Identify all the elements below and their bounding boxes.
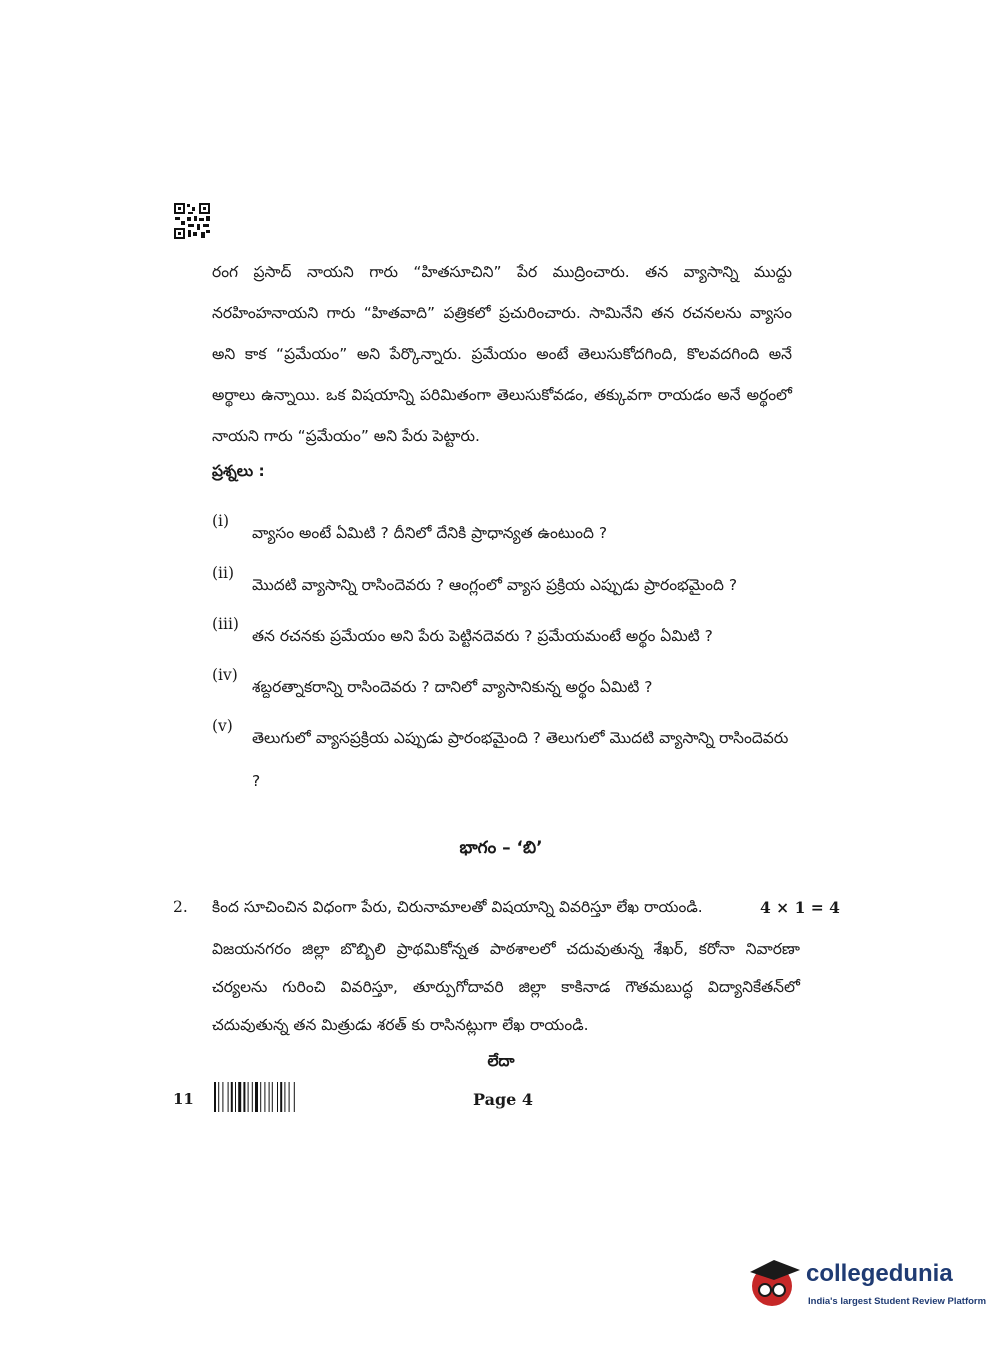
or-label: లేదా [487,1052,515,1070]
question-2-text: కింద సూచించిన విధంగా పేరు, చిరునామాలతో విషయాన్ని వివరిస్తూ లేఖ రాయండి. [212,898,703,916]
question-text: తెలుగులో వ్యాసప్రక్రియ ఎప్పుడు ప్రారంభమైంది ? తెలుగులో మొదటి వ్యాసాన్ని రాసిందెవరు ? [252,729,789,790]
barcode-bar [277,1082,278,1112]
question-number: (v) [212,717,233,735]
barcode-bar [238,1082,241,1112]
barcode-bar [231,1082,233,1112]
barcode-bar [260,1082,261,1112]
question-number: (iii) [212,615,239,633]
questions-heading: ప్రశ్నలు : [212,462,265,480]
section-title: భాగం – ‘బి’ [459,838,543,858]
barcode-bar [255,1082,258,1112]
barcode-bar [218,1082,219,1112]
question-number: (i) [212,512,230,530]
question-2-number: 2. [173,898,188,916]
barcode-icon [214,1082,326,1112]
barcode-bar [272,1082,273,1112]
barcode-bar [280,1082,282,1112]
barcode-bar [264,1082,265,1112]
question-2-body: విజయనగరం జిల్లా బొబ్బిలి ప్రాథమికోన్నత పాఠశాలలో చదువుతున్న శేఖర్, కరోనా నివారణా చర్యలను గురించి వివరిస్తూ, తూర్పుగోదావరి జిల్లా కాకినాడ గౌతమబుద్ధ విద్యానికేతన్‌లో చదువుతున్న తన మిత్రుడు శరత్ కు రాసినట్లుగా లేఖ రాయండి. [212,940,800,1034]
paper-code: 11 [173,1090,194,1108]
passage-text: రంగ ప్రసాద్ నాయని గారు “హితసూచిని” పేర ముద్రించారు. తన వ్యాసాన్ని ముద్దు నరహింహనాయని గారు “హితవాది” పత్రికలో ప్రచురించారు. సామినేని తన రచనలను వ్యాసం అని కాక “ప్రమేయం” అని పేర్కొన్నారు. ప్రమేయం అంటే తెలుసుకోదగింది, కొలవదగింది అనే అర్థాలు ఉన్నాయి. ఒక విషయాన్ని పరిమితంగా తెలుసుకోవడం, తక్కువగా రాయడం అనే అర్థంలో నాయని గారు “ప్రమేయం” అని పేరు పెట్టారు. [212,263,792,445]
barcode-bar [228,1082,229,1112]
barcode-bar [252,1082,253,1112]
brand-name: collegedunia [806,1260,953,1287]
question-number: (ii) [212,564,235,582]
barcode-bar [294,1082,295,1112]
barcode-bar [243,1082,245,1112]
barcode-bar [214,1082,216,1112]
question-text: మొదటి వ్యాసాన్ని రాసిందెవరు ? ఆంగ్లంలో వ్యాస ప్రక్రియ ఎప్పుడు ప్రారంభమైంది ? [252,576,738,594]
brand-tagline: India's largest Student Review Platform [808,1296,987,1307]
barcode-bar [235,1082,236,1112]
question-text: తన రచనకు ప్రమేయం అని పేరు పెట్టినదెవరు ? ప్రమేయమంటే అర్థం ఏమిటి ? [252,627,713,645]
page-number: Page 4 [473,1090,534,1109]
barcode-bar [269,1082,270,1112]
marks-label: 4 × 1 = 4 [760,898,840,917]
barcode-bar [289,1082,290,1112]
barcode-bar [222,1082,223,1112]
barcode-bar [284,1082,285,1112]
barcode-bar [248,1082,249,1112]
question-text: శబ్దరత్నాకరాన్ని రాసిందెవరు ? దానిలో వ్యాసానికున్న అర్థం ఏమిటి ? [252,678,653,696]
question-text: వ్యాసం అంటే ఏమిటి ? దీనిలో దేనికి ప్రాధాన్యత ఉంటుంది ? [252,524,608,542]
qr-code-icon [173,202,211,240]
question-number: (iv) [212,666,238,684]
